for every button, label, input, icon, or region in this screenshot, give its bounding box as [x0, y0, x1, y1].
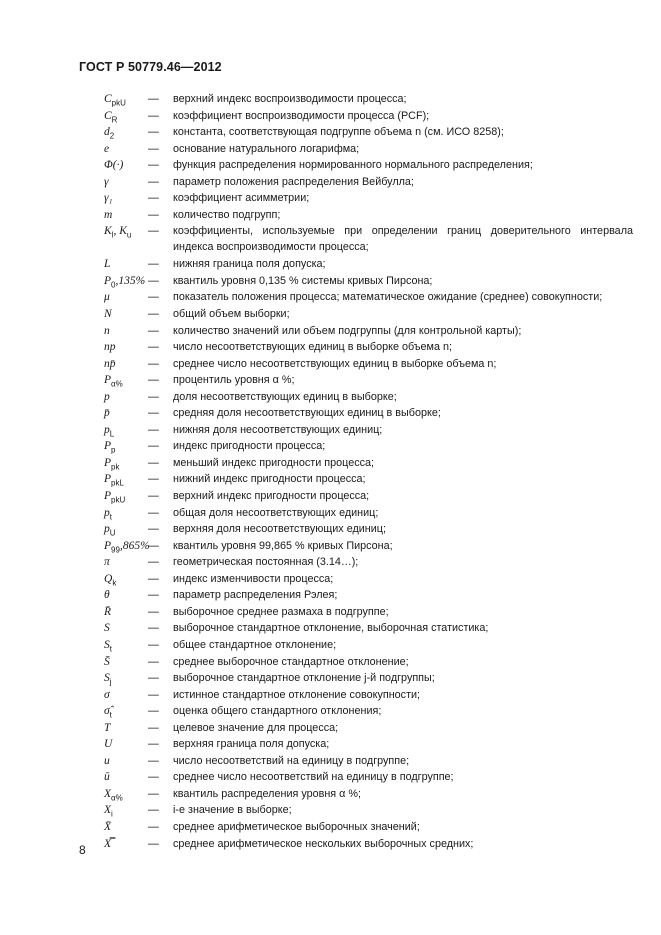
definition-row	[0, 339, 661, 356]
symbol-description: индекс изменчивости процесса;	[173, 572, 334, 585]
definition-row	[0, 554, 661, 571]
dash-separator: —	[148, 374, 159, 387]
symbol-description: квантиль уровня 99,865 % кривых Пирсона;	[173, 539, 393, 552]
symbol: $P_{pkL}$	[104, 473, 124, 488]
symbol-description: процентиль уровня α %;	[173, 374, 295, 387]
dash-separator: —	[148, 721, 159, 734]
symbol-description: i-е значение в выборке;	[173, 804, 292, 817]
definition-row	[0, 488, 661, 505]
symbol: μ	[104, 291, 110, 304]
dash-separator: —	[148, 589, 159, 602]
symbol-description: геометрическая постоянная (3.14…);	[173, 556, 359, 569]
symbol-description: индекс пригодности процесса;	[173, 440, 326, 453]
dash-separator: —	[148, 175, 159, 188]
definition-row	[0, 174, 661, 191]
symbol-description: параметр распределения Рэлея;	[173, 589, 338, 602]
symbol: $p_t$	[104, 506, 112, 521]
dash-separator: —	[148, 771, 159, 784]
definition-row	[0, 687, 661, 704]
dash-separator: —	[148, 490, 159, 503]
symbol-description: меньший индекс пригодности процесса;	[173, 456, 374, 469]
dash-separator: —	[148, 539, 159, 552]
definition-row	[0, 223, 661, 256]
symbol: $P_{pkU}$	[104, 490, 126, 505]
symbol: S̄	[104, 655, 110, 668]
dash-separator: —	[148, 407, 159, 420]
symbol-description: число несоответствующих единиц в выборке объема n;	[173, 341, 452, 354]
symbol: m	[104, 208, 113, 221]
dash-separator: —	[148, 291, 159, 304]
symbol: u	[104, 754, 110, 767]
symbol: U	[104, 738, 113, 751]
dash-separator: —	[148, 308, 159, 321]
symbol-description: нижний индекс пригодности процесса;	[173, 473, 366, 486]
definition-row	[0, 471, 661, 488]
symbol: X̄	[104, 820, 112, 833]
definition-row	[0, 438, 661, 455]
dash-separator: —	[148, 159, 159, 172]
symbol-description: среднее число несоответствующих единиц в выборке объема n;	[173, 357, 497, 370]
symbol: n	[104, 324, 110, 337]
symbol-description: выборочное стандартное отклонение j-й подгруппы;	[173, 672, 435, 685]
dash-separator: —	[148, 672, 159, 685]
symbol-description: общее стандартное отклонение;	[173, 638, 337, 651]
dash-separator: —	[148, 523, 159, 536]
symbol: np	[104, 341, 116, 354]
definition-row	[0, 323, 661, 340]
symbol-description: константа, соответствующая подгруппе объема n (см. ИСО 8258);	[173, 126, 504, 139]
symbol-description: основание натурального логарифма;	[173, 142, 360, 155]
symbol: R̄	[104, 605, 112, 618]
symbol-description: среднее выборочное стандартное отклонение;	[173, 655, 409, 668]
symbol-description: квантиль уровня 0,135 % системы кривых Пирсона;	[173, 274, 433, 287]
definition-row	[0, 455, 661, 472]
symbol: $X_{\alpha\%}$	[104, 787, 123, 803]
definition-row	[0, 157, 661, 174]
definition-row	[0, 538, 661, 555]
symbol-description: коэффициент асимметрии;	[173, 192, 310, 205]
definition-row	[0, 356, 661, 373]
definition-row	[0, 505, 661, 522]
symbol: $d_2$	[104, 126, 115, 141]
document-header: ГОСТ Р 50779.46—2012	[79, 60, 222, 74]
symbol: γ	[104, 175, 109, 188]
symbol-description: квантиль распределения уровня α %;	[173, 787, 361, 800]
symbol-description: число несоответствий на единицу в подгруппе;	[173, 754, 410, 767]
symbol: $p_L$	[104, 423, 115, 439]
symbol: $P_p$	[104, 440, 116, 455]
symbol-description: средняя доля несоответствующих единиц в выборке;	[173, 407, 441, 420]
dash-separator: —	[148, 126, 159, 139]
symbol-description: верхний индекс воспроизводимости процесса;	[173, 93, 407, 105]
symbol-description: количество подгрупп;	[173, 208, 281, 221]
symbol: γ₁	[104, 192, 113, 205]
definition-row	[0, 836, 661, 853]
dash-separator: —	[148, 208, 159, 221]
symbol: $S_t$	[104, 638, 112, 654]
symbol: $p_U$	[104, 523, 116, 538]
symbol-description: параметр положения распределения Вейбулла;	[173, 175, 414, 188]
symbol-description: функция распределения нормированного нормального распределения;	[173, 159, 533, 172]
symbol: π	[104, 556, 110, 569]
dash-separator: —	[148, 456, 159, 469]
symbol: $P_{\alpha\%}$	[104, 374, 123, 389]
dash-separator: —	[148, 556, 159, 569]
dash-separator: —	[148, 225, 159, 238]
symbol: e	[104, 142, 110, 155]
definition-row	[0, 273, 661, 290]
symbol: L	[104, 258, 111, 271]
symbol-description: выборочное стандартное отклонение, выборочная статистика;	[173, 622, 489, 635]
dash-separator: —	[148, 605, 159, 618]
symbol: np̄	[104, 357, 116, 370]
symbol: N	[104, 308, 112, 321]
symbol-description: верхняя граница поля допуска;	[173, 738, 330, 751]
symbol-description: количество значений или объем подгруппы (для контрольной карты);	[173, 324, 522, 337]
definition-row	[0, 571, 661, 588]
dash-separator: —	[148, 820, 159, 833]
symbol: X̿	[104, 837, 112, 850]
symbol-description: показатель положения процесса; математическое ожидание (среднее) совокупности;	[173, 291, 603, 304]
symbol: $X_i$	[104, 804, 113, 819]
definition-row	[0, 256, 661, 273]
symbol: Φ(·)	[104, 159, 124, 172]
dash-separator: —	[148, 258, 159, 271]
symbol-description: нижняя доля несоответствующих единиц;	[173, 423, 383, 436]
symbol: p	[104, 390, 110, 403]
definition-row	[0, 802, 661, 819]
dash-separator: —	[148, 655, 159, 668]
dash-separator: —	[148, 390, 159, 403]
symbol-description: общий объем выборки;	[173, 308, 290, 321]
symbol: T	[104, 721, 111, 734]
dash-separator: —	[148, 324, 159, 337]
definition-row	[0, 108, 661, 125]
definition-row	[0, 587, 661, 604]
dash-separator: —	[148, 754, 159, 767]
definition-row	[0, 422, 661, 439]
symbol-description: оценка общего стандартного отклонения;	[173, 705, 382, 718]
definition-row	[0, 190, 661, 207]
symbol: S	[104, 622, 110, 635]
symbol-description: истинное стандартное отклонение совокупности;	[173, 688, 421, 701]
symbol-description: среднее арифметическое выборочных значений;	[173, 820, 420, 833]
dash-separator: —	[148, 109, 159, 122]
dash-separator: —	[148, 473, 159, 486]
dash-separator: —	[148, 423, 159, 436]
definition-row	[0, 637, 661, 654]
definition-row	[0, 389, 661, 406]
symbol: ū	[104, 771, 110, 784]
dash-separator: —	[148, 787, 159, 800]
dash-separator: —	[148, 688, 159, 701]
symbol-description: верхний индекс пригодности процесса;	[173, 490, 370, 503]
symbol-description: коэффициенты, используемые при определении границ доверительного интервала индекса воспроизводимости процесса;	[173, 225, 633, 254]
definition-row	[0, 786, 661, 803]
definition-row	[0, 372, 661, 389]
definition-row	[0, 720, 661, 737]
symbol: $Q_k$	[104, 572, 117, 588]
definition-row	[0, 819, 661, 836]
definition-row	[0, 703, 661, 720]
definition-row	[0, 654, 661, 671]
dash-separator: —	[148, 572, 159, 585]
dash-separator: —	[148, 506, 159, 519]
symbol-description: выборочное среднее размаха в подгруппе;	[173, 605, 389, 618]
symbol: p̄	[104, 407, 110, 420]
definition-row	[0, 141, 661, 158]
dash-separator: —	[148, 142, 159, 155]
symbol: $K_l$, $K_u$	[104, 225, 132, 240]
symbol: σ	[104, 688, 110, 701]
symbol-description: среднее арифметическое нескольких выборочных средних;	[173, 837, 474, 850]
dash-separator: —	[148, 357, 159, 370]
definition-row	[0, 289, 661, 306]
symbol-description: среднее число несоответствий на единицу в подгруппе;	[173, 771, 454, 784]
definition-row	[0, 736, 661, 753]
symbol-description: общая доля несоответствующих единиц;	[173, 506, 379, 519]
dash-separator: —	[148, 738, 159, 751]
page-number: 8	[79, 843, 86, 857]
dash-separator: —	[148, 638, 159, 651]
definition-row	[0, 521, 661, 538]
dash-separator: —	[148, 93, 159, 105]
symbol: $S_j$	[104, 672, 112, 687]
dash-separator: —	[148, 192, 159, 205]
definition-row	[0, 670, 661, 687]
symbol-definition-list	[0, 91, 661, 852]
symbol: $P_{pk}$	[104, 456, 120, 472]
symbol: $\sigmâ_t$	[104, 705, 112, 720]
definition-row	[0, 753, 661, 770]
dash-separator: —	[148, 622, 159, 635]
symbol-description: нижняя граница поля допуска;	[173, 258, 326, 271]
definition-row	[0, 769, 661, 786]
symbol: $P_0,135\%$	[104, 274, 146, 290]
definition-row	[0, 124, 661, 141]
dash-separator: —	[148, 341, 159, 354]
symbol-description: доля несоответствующих единиц в выборке;	[173, 390, 397, 403]
definition-row	[0, 405, 661, 422]
symbol: $C_{pkU}$	[104, 93, 126, 108]
dash-separator: —	[148, 274, 159, 287]
dash-separator: —	[148, 440, 159, 453]
symbol: θ	[104, 589, 110, 602]
dash-separator: —	[148, 804, 159, 817]
definition-row	[0, 620, 661, 637]
symbol: $P_{99},865\%$	[104, 539, 150, 554]
definition-row	[0, 306, 661, 323]
symbol: $C_R$	[104, 109, 118, 124]
dash-separator: —	[148, 837, 159, 850]
dash-separator: —	[148, 705, 159, 718]
definition-row	[0, 91, 661, 108]
symbol-description: целевое значение для процесса;	[173, 721, 339, 734]
definition-row	[0, 207, 661, 224]
symbol-description: коэффициент воспроизводимости процесса (PCF);	[173, 109, 430, 122]
definition-row	[0, 604, 661, 621]
symbol-description: верхняя доля несоответствующих единиц;	[173, 523, 386, 536]
